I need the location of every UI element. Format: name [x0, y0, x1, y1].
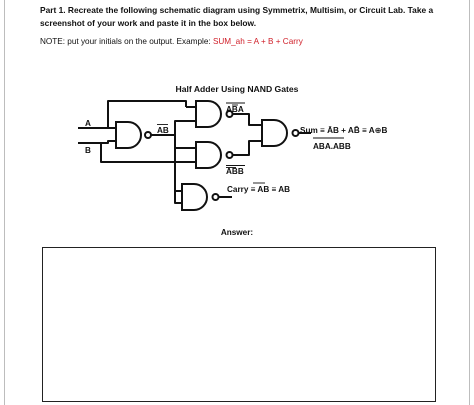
wire-ab-gate3: [175, 135, 196, 148]
nand-gate-3: [196, 142, 221, 168]
sum-label: Sum ≡ ĀB + AB̄ ≡ A⊕B: [300, 126, 388, 135]
nand-gate-2: [196, 101, 221, 127]
wire-ab-gate4-bottom: [175, 191, 182, 203]
answer-label: Answer:: [220, 228, 254, 237]
aba-label: ABA: [226, 105, 244, 114]
abb-label: ABB: [226, 167, 244, 176]
part1-instructions: Part 1. Recreate the following schematic diagram using Symmetrix, Multisim, or Circuit Lab. Take a screenshot of your work and paste it in the box below.: [40, 5, 434, 28]
input-b-label: B: [85, 146, 91, 155]
nand-gate-3-bubble: [227, 152, 233, 158]
sum-sub-label: ABA.ABB: [313, 142, 351, 151]
carry-label: Carry ≡ AB ≡ AB: [227, 185, 291, 194]
nand-gate-5: [262, 120, 287, 146]
wire-b: [78, 143, 196, 162]
answer-box[interactable]: [42, 247, 436, 402]
wire-b-gate1: [101, 141, 116, 143]
note-example: SUM_ah = A + B + Carry: [212, 37, 303, 46]
nand-gate-4-bubble: [213, 194, 219, 200]
ab-label: AB: [157, 126, 169, 135]
input-a-label: A: [85, 119, 91, 128]
wire-abb: [233, 141, 262, 155]
nand-gate-1: [116, 122, 141, 148]
nand-gate-4: [182, 184, 207, 210]
nand-gate-1-bubble: [145, 132, 151, 138]
nand-gate-5-bubble: [293, 130, 299, 136]
wire-ab-gate2: [175, 121, 196, 135]
note-prefix: NOTE: put your initials on the output. Example:: [40, 37, 213, 46]
wire-aba: [233, 114, 262, 125]
schematic-title: Half Adder Using NAND Gates: [175, 84, 299, 94]
